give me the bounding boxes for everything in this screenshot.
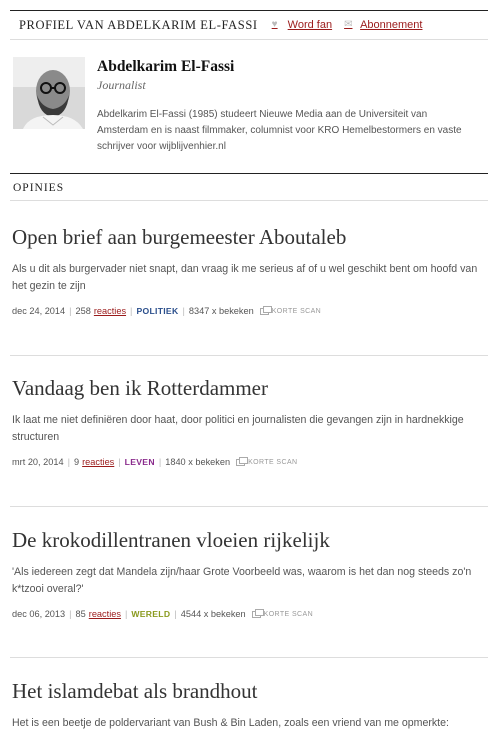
reactions-count: 258 bbox=[75, 306, 91, 316]
article-item bbox=[12, 225, 488, 316]
article-title[interactable]: De krokodillentranen vloeien rijkelijk bbox=[12, 528, 330, 552]
article-summary: Als u dit als burgervader niet snapt, dan vraag ik me serieus af of u wel geschikt bent om hoofd van het gezin te zijn bbox=[12, 263, 478, 292]
subscribe-label: Abonnement bbox=[360, 19, 423, 31]
opinies-section-header bbox=[10, 173, 488, 201]
korte-scan-link[interactable] bbox=[252, 611, 313, 618]
separator: | bbox=[174, 609, 177, 619]
korte-scan-label: KORTE SCAN bbox=[248, 458, 298, 466]
envelope-icon: ✉ bbox=[344, 19, 353, 30]
divider bbox=[10, 657, 488, 658]
korte-scan-link[interactable] bbox=[236, 459, 297, 466]
separator: | bbox=[130, 306, 133, 316]
divider bbox=[10, 355, 488, 356]
heart-icon: ♥ bbox=[271, 19, 278, 30]
category-label[interactable]: POLITIEK bbox=[136, 306, 179, 316]
article-date: dec 24, 2014 bbox=[12, 306, 66, 316]
article-summary: 'Als iedereen zegt dat Mandela zijn/haar Grote Voorbeeld was, waarom is het dan nog steeds zo'n k*tzooi overal?' bbox=[12, 566, 472, 595]
korte-scan-label: KORTE SCAN bbox=[271, 307, 322, 315]
copy-icon bbox=[236, 459, 245, 466]
article-item bbox=[12, 528, 488, 619]
view-count: 8347 x bekeken bbox=[188, 306, 254, 316]
article-item bbox=[12, 679, 488, 732]
article-item bbox=[12, 376, 488, 467]
separator: | bbox=[124, 609, 128, 619]
article-meta bbox=[12, 306, 488, 316]
word-fan-link[interactable] bbox=[272, 19, 332, 31]
article-date: dec 06, 2013 bbox=[12, 609, 66, 619]
reactions-count: 85 bbox=[75, 609, 86, 619]
article-title[interactable]: Vandaag ben ik Rotterdammer bbox=[12, 376, 268, 400]
section-title: OPINIES bbox=[13, 182, 65, 194]
profile-bio: Abdelkarim El-Fassi (1985) studeert Nieuwe Media aan de Universiteit van Amsterdam en is naast filmmaker, columnist voor KRO Hemelbestormers en vaste schrijver voor wijblijvenhier.nl bbox=[97, 109, 462, 152]
category-label[interactable]: LEVEN bbox=[124, 457, 155, 467]
korte-scan-label: KORTE SCAN bbox=[263, 610, 314, 618]
article-title[interactable]: Open brief aan burgemeester Aboutaleb bbox=[12, 225, 347, 249]
article-meta bbox=[12, 457, 488, 467]
separator: | bbox=[118, 457, 121, 467]
view-count: 4544 x bekeken bbox=[180, 609, 246, 619]
separator: | bbox=[67, 457, 70, 467]
separator: | bbox=[69, 306, 72, 316]
view-count: 1840 x bekeken bbox=[165, 457, 231, 467]
separator: | bbox=[158, 457, 162, 467]
article-meta bbox=[12, 609, 488, 619]
profile-role: Journalist bbox=[97, 78, 146, 92]
article-title[interactable]: Het islamdebat als brandhout bbox=[12, 679, 258, 703]
reactions-link[interactable]: reacties bbox=[82, 457, 115, 467]
article-summary: Het is een beetje de poldervariant van Bush & Bin Laden, zoals een vriend van me opmerkte: bbox=[12, 717, 449, 729]
profile-card bbox=[10, 55, 488, 165]
profile-name: Abdelkarim El-Fassi bbox=[97, 58, 235, 75]
korte-scan-link[interactable] bbox=[260, 308, 321, 315]
avatar bbox=[13, 57, 85, 129]
separator: | bbox=[69, 609, 72, 619]
divider bbox=[10, 506, 488, 507]
reactions-count: 9 bbox=[73, 457, 80, 467]
profile-header-title: PROFIEL VAN ABDELKARIM EL-FASSI bbox=[19, 17, 258, 32]
subscribe-link[interactable] bbox=[344, 19, 422, 31]
separator: | bbox=[182, 306, 185, 316]
article-date: mrt 20, 2014 bbox=[12, 457, 64, 467]
copy-icon bbox=[252, 611, 261, 618]
reactions-link[interactable]: reacties bbox=[93, 306, 127, 316]
copy-icon bbox=[260, 308, 269, 315]
article-summary: Ik laat me niet definiëren door haat, door politici en journalisten die gevangen zijn in hardnekkige structuren bbox=[12, 414, 464, 443]
category-label[interactable]: WERELD bbox=[131, 609, 171, 619]
reactions-link[interactable]: reacties bbox=[88, 609, 121, 619]
word-fan-label: Word fan bbox=[287, 19, 333, 31]
profile-header-bar bbox=[10, 10, 488, 40]
